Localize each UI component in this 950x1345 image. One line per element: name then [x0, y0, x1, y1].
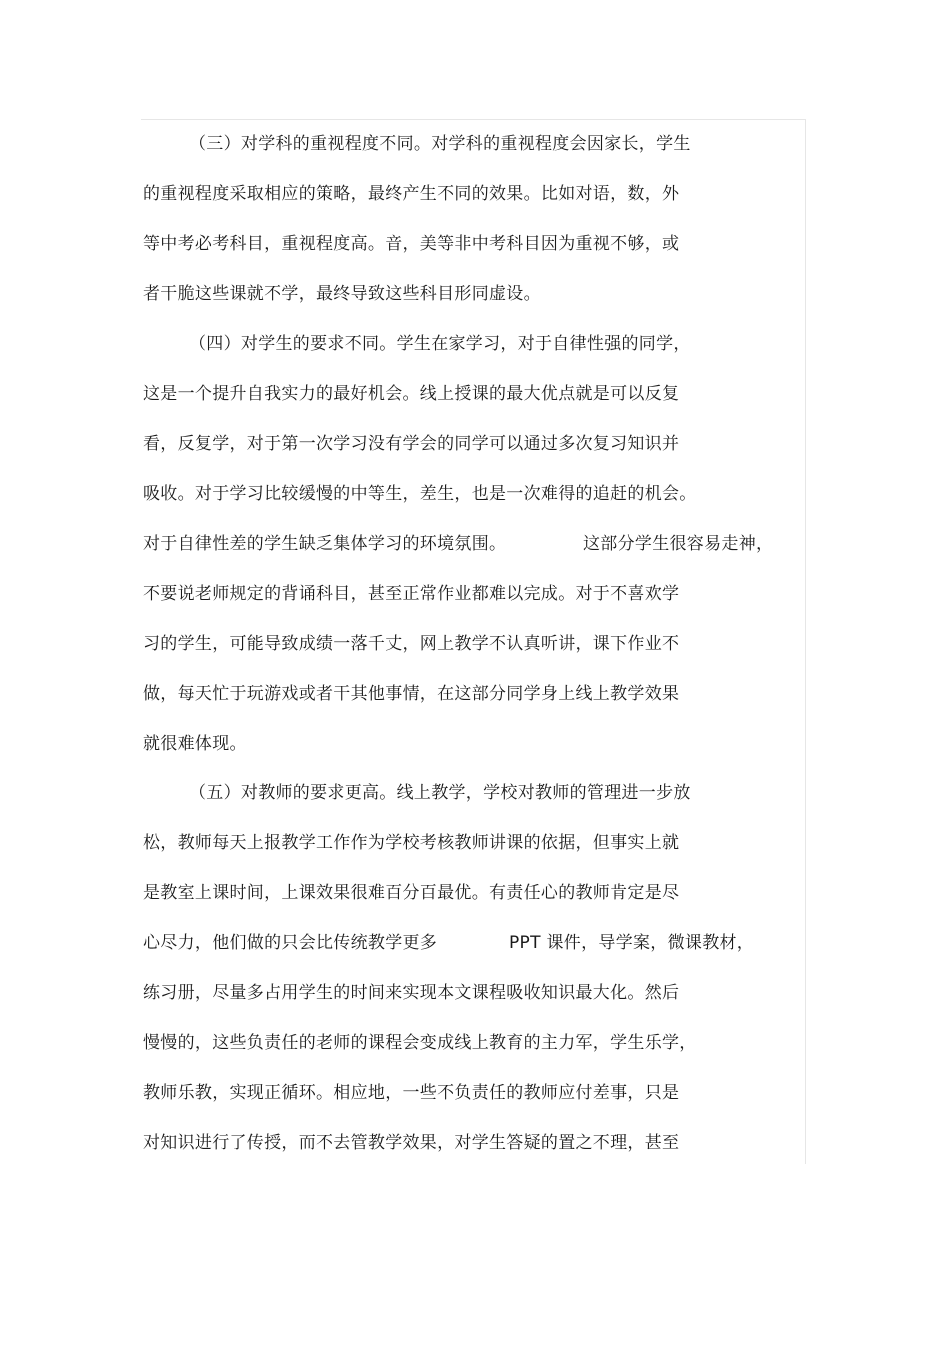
- line-text: 这部分学生很容易走神，: [583, 534, 774, 554]
- line-text: 心尽力，他们做的只会比传统教学更多: [143, 933, 438, 953]
- line-text: 就很难体现。: [143, 734, 247, 754]
- line-text: （三）对学科的重视程度不同。对学科的重视程度会因家长，学生: [189, 134, 691, 154]
- line-text: 这是一个提升自我实力的最好机会。线上授课的最大优点就是可以反复: [143, 384, 680, 404]
- line-text: 者干脆这些课就不学，最终导致这些科目形同虚设。: [143, 284, 541, 304]
- line-text: 做，每天忙于玩游戏或者干其他事情，在这部分同学身上线上教学效果: [143, 684, 680, 704]
- line-text: 等中考必考科目，重视程度高。音，美等非中考科目因为重视不够，或: [143, 234, 680, 254]
- line-text: （四）对学生的要求不同。学生在家学习，对于自律性强的同学，: [189, 334, 691, 354]
- line-text: PPT 课件，导学案，微课教材，: [509, 933, 755, 953]
- line-text: 习的学生，可能导致成绩一落千丈，网上教学不认真听讲，课下作业不: [143, 634, 680, 654]
- line-text: 是教室上课时间，上课效果很难百分百最优。有责任心的教师肯定是尽: [143, 883, 680, 903]
- line-text: 慢慢的，这些负责任的老师的课程会变成线上教育的主力军，学生乐学，: [143, 1033, 697, 1053]
- line-text: 对于自律性差的学生缺乏集体学习的环境氛围。: [143, 534, 507, 554]
- line-text: 不要说老师规定的背诵科目，甚至正常作业都难以完成。对于不喜欢学: [143, 584, 680, 604]
- line-text: 练习册，尽量多占用学生的时间来实现本文课程吸收知识最大化。然后: [143, 983, 680, 1003]
- line-text: 看，反复学，对于第一次学习没有学会的同学可以通过多次复习知识并: [143, 434, 680, 454]
- line-text: 教师乐教，实现正循环。相应地，一些不负责任的教师应付差事，只是: [143, 1083, 680, 1103]
- line-text: 的重视程度采取相应的策略，最终产生不同的效果。比如对语，数，外: [143, 184, 680, 204]
- line-text: 对知识进行了传授，而不去管教学效果，对学生答疑的置之不理，甚至: [143, 1133, 680, 1153]
- line-text: 吸收。对于学习比较缓慢的中等生，差生，也是一次难得的追赶的机会。: [143, 484, 697, 504]
- line-text: 松，教师每天上报教学工作作为学校考核教师讲课的依据，但事实上就: [143, 833, 680, 853]
- line-text: （五）对教师的要求更高。线上教学，学校对教师的管理进一步放: [189, 783, 691, 803]
